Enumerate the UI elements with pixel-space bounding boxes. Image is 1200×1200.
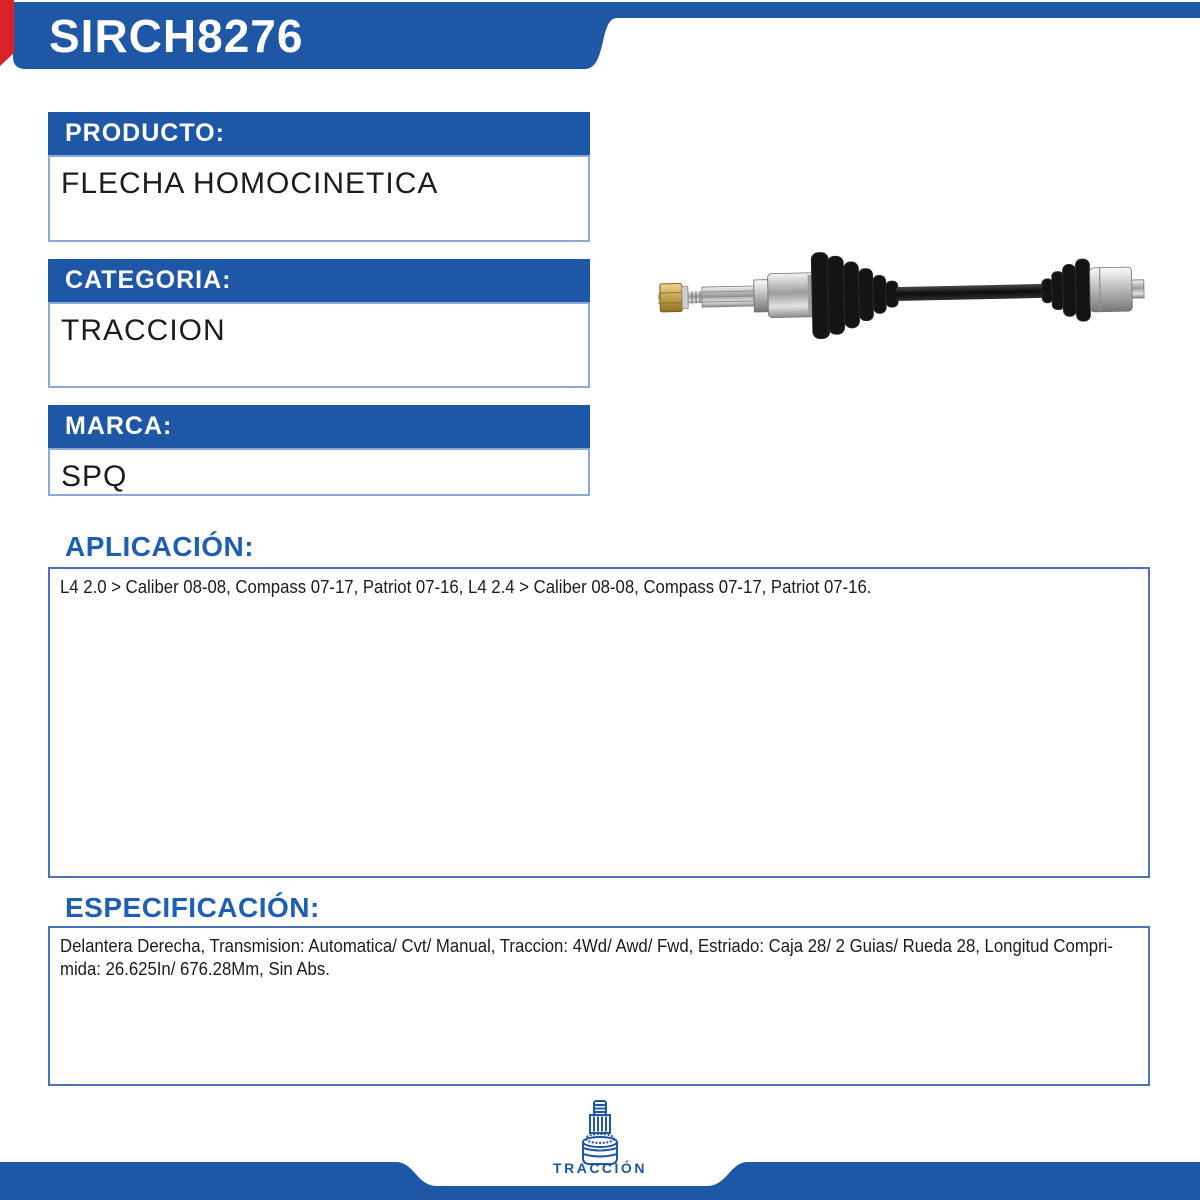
info-column <box>48 112 590 513</box>
info-box-value: FLECHA HOMOCINETICA <box>48 155 590 242</box>
info-box-categoria <box>48 259 590 388</box>
red-accent <box>0 0 14 66</box>
info-box-label: CATEGORIA: <box>48 259 590 302</box>
info-box-label: PRODUCTO: <box>48 112 590 155</box>
application-title: APLICACIÓN: <box>65 531 255 562</box>
application-box <box>48 567 1150 878</box>
info-box-producto <box>48 112 590 242</box>
part-number-title: SIRCH8276 <box>49 10 304 62</box>
specification-text-line1: Delantera Derecha, Transmision: Automatica/ Cvt/ Manual, Traccion: 4Wd/ Awd/ Fwd, Estriado: Caja 28/ 2 Guias/ Rueda 28, Longitud Compri- <box>60 936 1113 956</box>
info-box-marca <box>48 405 590 496</box>
info-box-value: TRACCION <box>48 302 590 388</box>
specification-text-line2: mida: 26.625In/ 676.28Mm, Sin Abs. <box>60 958 330 979</box>
footer-category-label: TRACCIÓN <box>553 1160 647 1176</box>
cv-joint-icon <box>575 1099 625 1169</box>
specification-title: ESPECIFICACIÓN: <box>65 892 320 923</box>
product-photo-cv-axle <box>648 246 1145 342</box>
info-box-value: SPQ <box>48 448 590 496</box>
info-box-label: MARCA: <box>48 405 590 448</box>
specification-box <box>48 926 1150 1086</box>
application-text: L4 2.0 > Caliber 08-08, Compass 07-17, Patriot 07-16, L4 2.4 > Caliber 08-08, Compass 07-17, Patriot 07-16. <box>60 577 872 597</box>
